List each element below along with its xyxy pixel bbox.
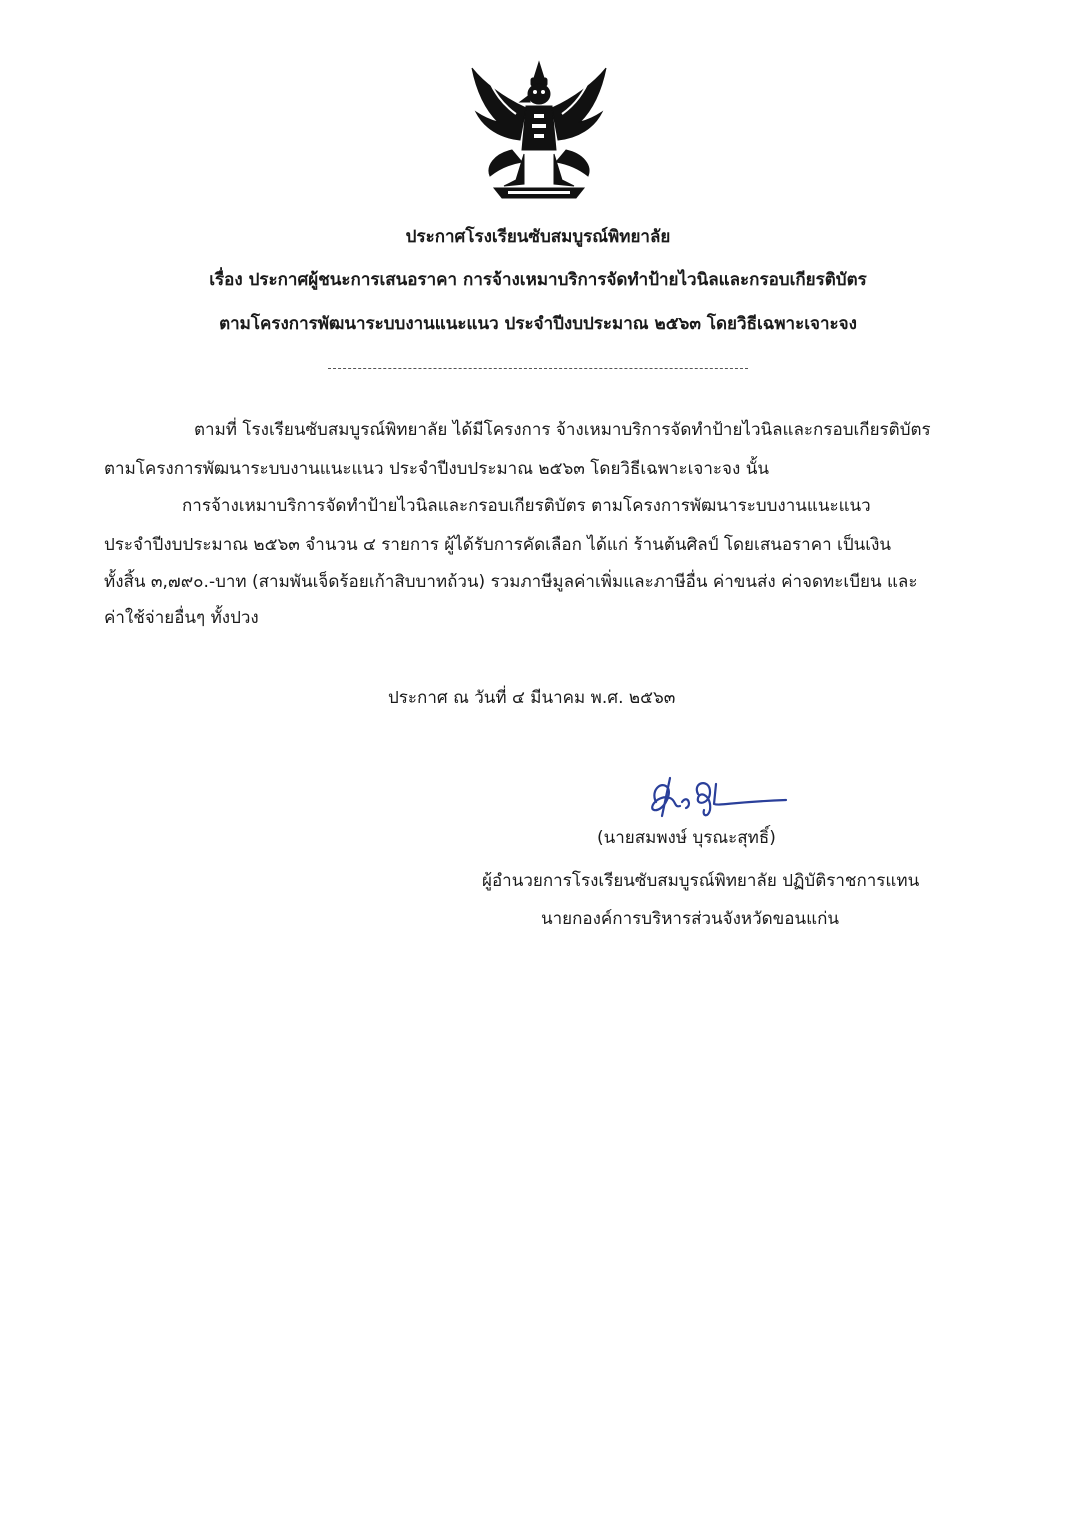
signatory-position: ผู้อำนวยการโรงเรียนซับสมบูรณ์พิทยาลัย ปฏิบัติราชการแทน <box>482 871 920 891</box>
announcement-title: ประกาศโรงเรียนซับสมบูรณ์พิทยาลัย <box>405 227 671 247</box>
handwritten-signature <box>640 772 790 824</box>
announcement-subject: เรื่อง ประกาศผู้ชนะการเสนอราคา การจ้างเหมาบริการจัดทำป้ายไวนิลและกรอบเกียรติบัตร <box>209 270 867 290</box>
signatory-name: (นายสมพงษ์ บุรณะสุทธิ์) <box>597 828 776 848</box>
body-paragraph2-line1: การจ้างเหมาบริการจัดทำป้ายไวนิลและกรอบเกียรติบัตร ตามโครงการพัฒนาระบบงานแนะแนว <box>182 496 871 516</box>
signatory-position-acting: นายกองค์การบริหารส่วนจังหวัดขอนแก่น <box>541 909 839 929</box>
body-paragraph2-line2: ประจำปีงบประมาณ ๒๕๖๓ จำนวน ๔ รายการ ผู้ได้รับการคัดเลือก ได้แก่ ร้านต้นศิลป์ โดยเสนอราคา เป็นเงิน <box>104 535 891 555</box>
announcement-project: ตามโครงการพัฒนาระบบงานแนะแนว ประจำปีงบประมาณ ๒๕๖๓ โดยวิธีเฉพาะเจาะจง <box>219 314 857 334</box>
garuda-emblem-icon <box>464 58 614 203</box>
body-paragraph2-line4: ค่าใช้จ่ายอื่นๆ ทั้งปวง <box>104 608 259 628</box>
body-paragraph2-line3: ทั้งสิ้น ๓,๗๙๐.-บาท (สามพันเจ็ดร้อยเก้าสิบบาทถ้วน) รวมภาษีมูลค่าเพิ่มและภาษีอื่น ค่าขนส่ง ค่าจดทะเบียน และ <box>104 572 918 592</box>
announcement-date: ประกาศ ณ วันที่ ๔ มีนาคม พ.ศ. ๒๕๖๓ <box>388 688 676 708</box>
body-paragraph1-line2: ตามโครงการพัฒนาระบบงานแนะแนว ประจำปีงบประมาณ ๒๕๖๓ โดยวิธีเฉพาะเจาะจง นั้น <box>104 459 769 479</box>
body-paragraph1-line1: ตามที่ โรงเรียนซับสมบูรณ์พิทยาลัย ได้มีโครงการ จ้างเหมาบริการจัดทำป้ายไวนิลและกรอบเกียรติบัตร <box>194 420 931 440</box>
title-divider <box>328 368 748 369</box>
